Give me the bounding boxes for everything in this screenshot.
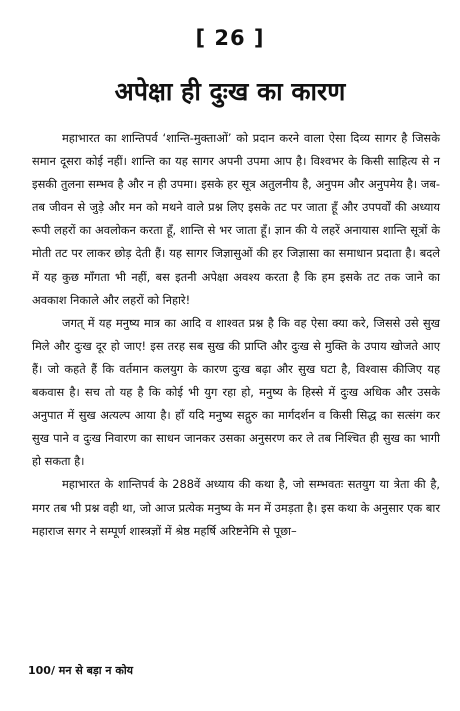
page-footer: 100/ मन से बड़ा न कोय [28, 664, 134, 677]
chapter-body [32, 127, 440, 543]
paragraph-1: महाभारत का शान्तिपर्व ‘शान्ति-मुक्ताओं’ को प्रदान करने वाला ऐसा दिव्य सागर है जिसके समान दूसरा कोई नहीं। शान्ति का यह सागर अपनी उपमा आप है। विश्वभर के किसी साहित्य से न इसकी तुलना सम्भव है और न ही उपमा। इसके हर सूत्र अतुलनीय है, अनुपम और अनुपमेय है। जब-तब जीवन से जुड़े और मन को मथने वाले प्रश्न लिए इसके तट पर जाता हूँ और उपपर्वों की अध्याय रूपी लहरों का अवलोकन करता हूँ, शान्ति से भर जाता हूँ। ज्ञान की ये लहरें अनायास शान्ति सूत्रों के मोती तट पर लाकर छोड़ देती हैं। यह सागर जिज्ञासुओं की हर जिज्ञासा का समाधान प्रदाता है। बदले में यह कुछ माँगता भी नहीं, बस इतनी अपेक्षा अवश्य करता है कि हम इसके तट तक जाने का अवकाश निकाले और लहरों को निहारे! [32, 131, 440, 307]
chapter-title: अपेक्षा ही दुःख का कारण [114, 77, 346, 106]
paragraph-2: जगत् में यह मनुष्य मात्र का आदि व शाश्वत प्रश्न है कि वह ऐसा क्या करे, जिससे उसे सुख मिले और दुःख दूर हो जाए! इस तरह सब सुख की प्राप्ति और दुःख से मुक्ति के उपाय खोजते आए हैं। जो कहते हैं कि वर्तमान कलयुग के कारण दुःख बढ़ा और सुख घटा है, विश्वास कीजिए यह बकवास है। सच तो यह है कि कोई भी युग रहा हो, मनुष्य के हिस्से में दुःख अधिक और उसके अनुपात में सुख अत्यल्प आया है। हाँ यदि मनुष्य सद्गुरु का मार्गदर्शन व किसी सिद्ध का सत्संग कर सुख पाने व दुःख निवारण का साधन जानकर उसका अनुसरण कर ले तब निश्चित ही सुख का भागी हो सकता है। [32, 315, 440, 469]
chapter-number: [ 26 ] [195, 26, 265, 50]
paragraph-3: महाभारत के शान्तिपर्व के 288वें अध्याय की कथा है, जो सम्भवतः सतयुग या त्रेता की है, मगर तब भी प्रश्न वही था, जो आज प्रत्येक मनुष्य के मन में उमड़ता है। इस कथा के अनुसार एक बार महाराज सगर ने सम्पूर्ण शास्त्रज्ञों में श्रेष्ठ महर्षि अरिष्टनेमि से पूछा– [32, 477, 440, 538]
